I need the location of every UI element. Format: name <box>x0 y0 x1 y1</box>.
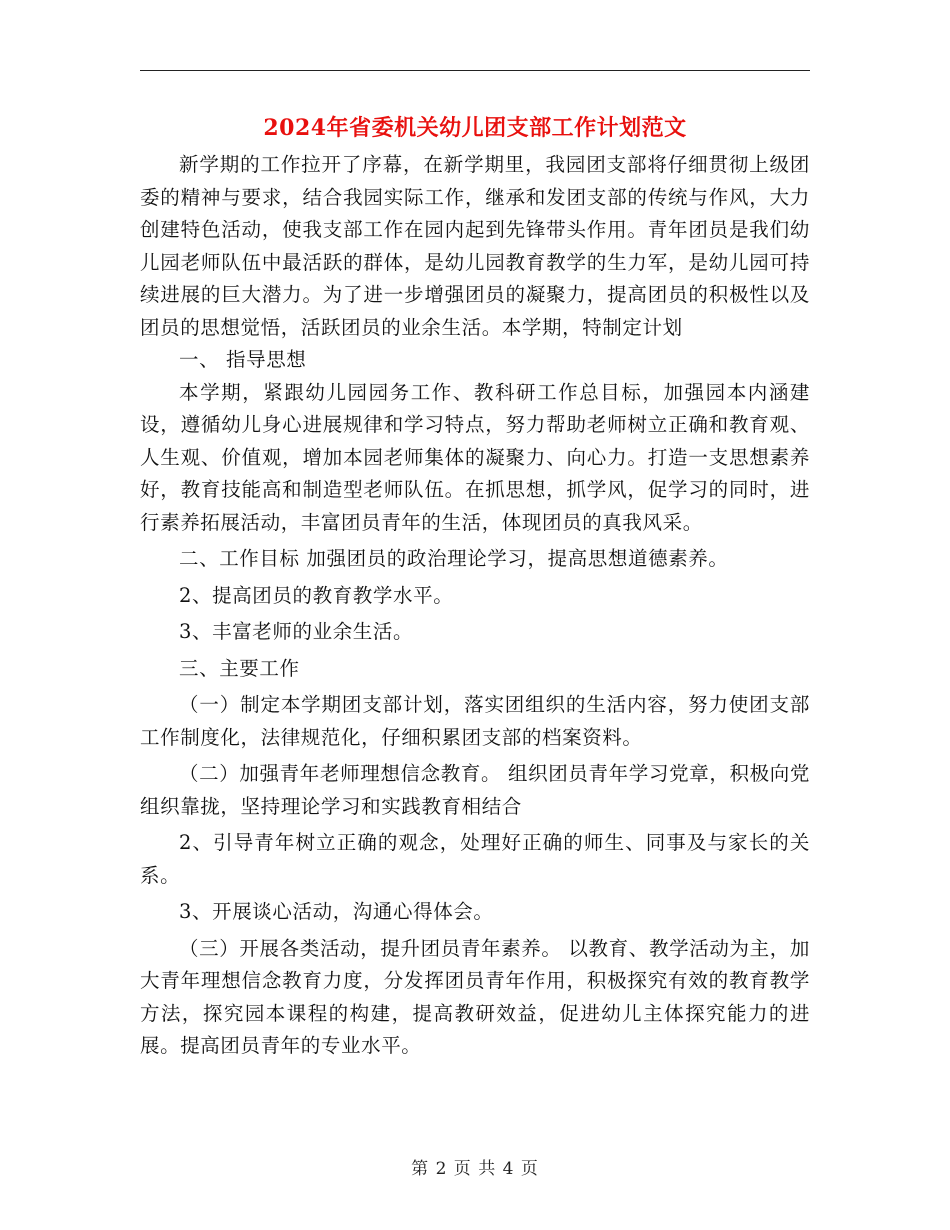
guiding-thought-paragraph: 本学期，紧跟幼儿园园务工作、教科研工作总目标，加强园本内涵建设，遵循幼儿身心进展规律和学习特点，努力帮助老师树立正确和教育观、人生观、价值观，增加本园老师集体的凝聚力、向心力。打造一支思想素养好，教育技能高和制造型老师队伍。在抓思想，抓学风，促学习的同时，进行素养拓展活动，丰富团员青年的生活，体现团员的真我风采。 <box>140 380 810 534</box>
document-body <box>140 149 810 1063</box>
section-heading-guiding-thought: 一、 指导思想 <box>179 348 307 371</box>
goal-item-2: 2、提高团员的教育教学水平。 <box>179 583 454 607</box>
header-rule <box>140 70 810 71</box>
section-heading-main-work: 三、主要工作 <box>179 656 300 680</box>
intro-paragraph: 新学期的工作拉开了序幕，在新学期里，我园团支部将仔细贯彻上级团委的精神与要求，结合我园实际工作，继承和发团支部的传统与作风，大力创建特色活动，使我支部工作在园内起到先锋带头作用。青年团员是我们幼儿园老师队伍中最活跃的群体，是幼儿园教育教学的生力军，是幼儿园可持续进展的巨大潜力。为了进一步增强团员的凝聚力，提高团员的积极性以及团员的思想觉悟，活跃团员的业余生活。本学期，特制定计划 <box>140 153 810 339</box>
main-work-item-3: （三）开展各类活动，提升团员青年素养。 以教育、教学活动为主，加大青年理想信念教育力度，分发挥团员青年作用，积极探究有效的教育教学方法，探究园本课程的构建，提高教研效益，促进幼儿主体探究能力的进展。提高团员青年的专业水平。 <box>140 936 810 1057</box>
goal-item-3: 3、丰富老师的业余生活。 <box>179 620 414 643</box>
main-work-item-2: （二）加强青年老师理想信念教育。 组织团员青年学习党章，积极向党组织靠拢，坚持理论学习和实践教育相结合 <box>140 762 810 818</box>
main-work-subitem-2: 2、引导青年树立正确的观念，处理好正确的师生、同事及与家长的关系。 <box>140 831 810 887</box>
main-work-subitem-3: 3、开展谈心活动，沟通心得体会。 <box>179 900 494 923</box>
document-title: 2024年省委机关幼儿团支部工作计划范文 <box>263 115 687 141</box>
main-work-item-1: （一）制定本学期团支部计划，落实团组织的生活内容，努力使团支部工作制度化，法律规范化，仔细积累团支部的档案资料。 <box>140 693 810 749</box>
section-heading-work-goals: 二、工作目标 加强团员的政治理论学习，提高思想道德素养。 <box>179 547 729 570</box>
page-number-footer: 第 2 页 共 4 页 <box>411 1159 539 1179</box>
